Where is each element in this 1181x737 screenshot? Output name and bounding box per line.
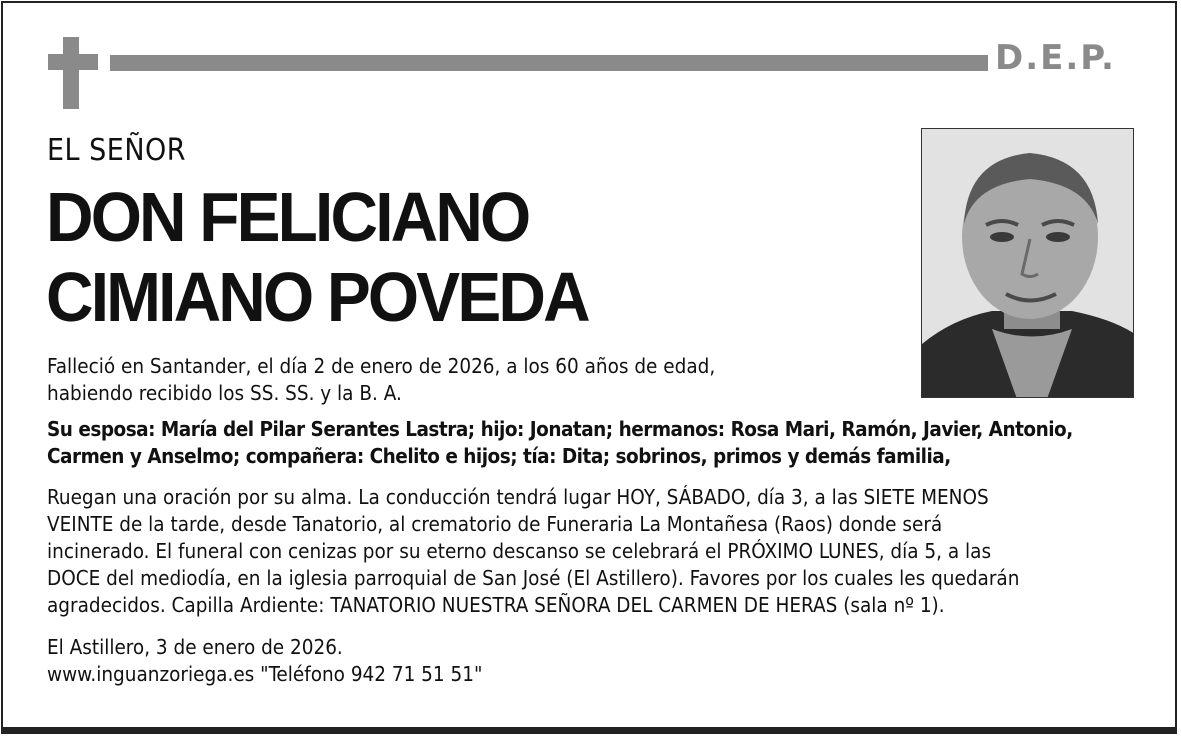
service-line: agradecidos. Capilla Ardiente: TANATORIO NUESTRA SEÑORA DEL CARMEN DE HERAS (sala nº 1). bbox=[47, 593, 945, 617]
dep-mark: D.E.P. bbox=[995, 38, 1116, 78]
death-notice bbox=[47, 353, 1137, 407]
family-line: Su esposa: María del Pilar Serantes Lastra; hijo: Jonatan; hermanos: Rosa Mari, Ramón, Javier, Antonio, bbox=[47, 417, 1073, 441]
family-list bbox=[47, 416, 1137, 470]
deceased-name-line2: CIMIANO POVEDA bbox=[46, 258, 588, 336]
contact-info: www.inguanzoriega.es "Teléfono 942 71 51 51" bbox=[47, 662, 483, 686]
service-line: DOCE del mediodía, en la iglesia parroquial de San José (El Astillero). Favores por los cuales les quedarán bbox=[47, 566, 1020, 590]
family-line: Carmen y Anselmo; compañera: Chelito e hijos; tía: Dita; sobrinos, primos y demás familia, bbox=[47, 444, 951, 468]
honorific: EL SEÑOR bbox=[47, 133, 187, 168]
death-notice-line: habiendo recibido los SS. SS. y la B. A. bbox=[47, 381, 402, 405]
service-line: Ruegan una oración por su alma. La conducción tendrá lugar HOY, SÁBADO, día 3, a las SIETE MENOS bbox=[47, 485, 989, 509]
death-notice-line: Falleció en Santander, el día 2 de enero de 2026, a los 60 años de edad, bbox=[47, 354, 716, 378]
deceased-name-line1: DON FELICIANO bbox=[46, 178, 529, 256]
service-line: VEINTE de la tarde, desde Tanatorio, al crematorio de Funeraria La Montañesa (Raos) donde será bbox=[47, 512, 943, 536]
cross-icon-bar bbox=[48, 54, 98, 70]
service-details bbox=[47, 484, 1137, 619]
footer bbox=[47, 634, 1137, 688]
service-line: incinerado. El funeral con cenizas por su eterno descanso se celebrará el PRÓXIMO LUNES, día 5, a las bbox=[47, 539, 992, 563]
header-rule bbox=[110, 55, 988, 71]
cross-icon bbox=[63, 37, 79, 109]
place-date: El Astillero, 3 de enero de 2026. bbox=[47, 635, 343, 659]
